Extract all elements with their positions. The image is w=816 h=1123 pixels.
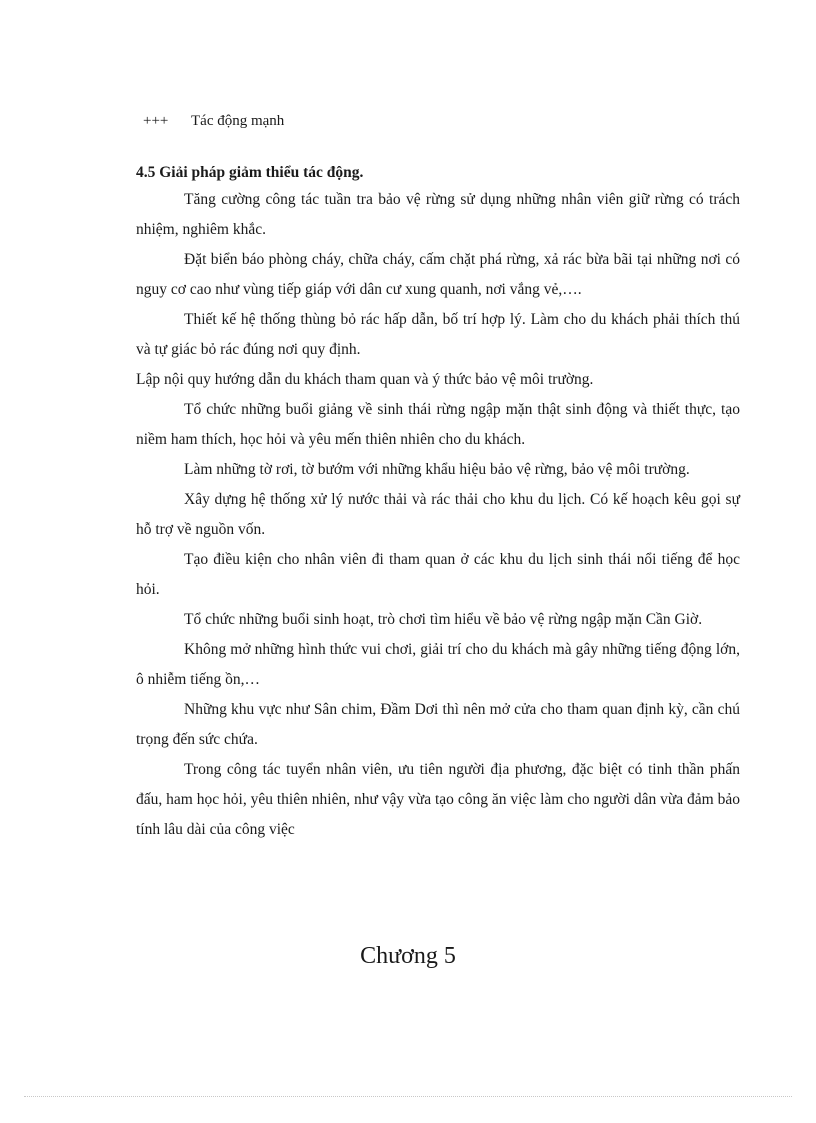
paragraph: Tạo điều kiện cho nhân viên đi tham quan ở các khu du lịch sinh thái nổi tiếng để học hỏi. bbox=[136, 551, 740, 598]
paragraph: Tổ chức những buổi giảng về sinh thái rừng ngập mặn thật sinh động và thiết thực, tạo niềm ham thích, học hỏi và yêu mến thiên nhiên cho du khách. bbox=[136, 401, 740, 448]
paragraph: Tổ chức những buổi sinh hoạt, trò chơi tìm hiểu về bảo vệ rừng ngập mặn Cần Giờ. bbox=[184, 611, 703, 628]
section-body bbox=[136, 161, 740, 845]
paragraph: Không mở những hình thức vui chơi, giải trí cho du khách mà gây những tiếng động lớn, ô nhiễm tiếng ồn,… bbox=[136, 641, 740, 688]
paragraph: Đặt biển báo phòng cháy, chữa cháy, cấm chặt phá rừng, xả rác bừa bãi tại những nơi có nguy cơ cao như vùng tiếp giáp với dân cư xung quanh, nơi vắng vẻ,…. bbox=[136, 251, 740, 298]
paragraph: Lập nội quy hướng dẫn du khách tham quan và ý thức bảo vệ môi trường. bbox=[136, 371, 594, 388]
paragraph: Thiết kế hệ thống thùng bỏ rác hấp dẫn, bố trí hợp lý. Làm cho du khách phải thích thú và tự giác bỏ rác đúng nơi quy định. bbox=[136, 311, 740, 358]
paragraph: Những khu vực như Sân chim, Đầm Dơi thì nên mở cửa cho tham quan định kỳ, cần chú trọng đến sức chứa. bbox=[136, 701, 740, 748]
paragraph: Trong công tác tuyển nhân viên, ưu tiên người địa phương, đặc biệt có tinh thần phấn đấu, ham học hỏi, yêu thiên nhiên, như vậy vừa tạo công ăn việc làm cho người dân vừa đảm bảo tính lâu dài của công việc bbox=[136, 761, 740, 838]
legend-symbol: +++ bbox=[143, 113, 169, 129]
paragraph: Làm những tờ rơi, tờ bướm với những khẩu hiệu bảo vệ rừng, bảo vệ môi trường. bbox=[184, 461, 690, 478]
paragraph: Xây dựng hệ thống xử lý nước thải và rác thải cho khu du lịch. Có kế hoạch kêu gọi sự hỗ trợ về nguồn vốn. bbox=[136, 491, 740, 538]
section-heading: 4.5 Giải pháp giảm thiểu tác động. bbox=[136, 164, 364, 181]
chapter-title: Chương 5 bbox=[360, 943, 456, 969]
page-bottom-divider bbox=[24, 1096, 792, 1097]
paragraph: Tăng cường công tác tuần tra bảo vệ rừng sử dụng những nhân viên giữ rừng có trách nhiệm, nghiêm khắc. bbox=[136, 191, 740, 238]
impact-legend-row bbox=[143, 113, 284, 130]
legend-label: Tác động mạnh bbox=[191, 113, 285, 129]
